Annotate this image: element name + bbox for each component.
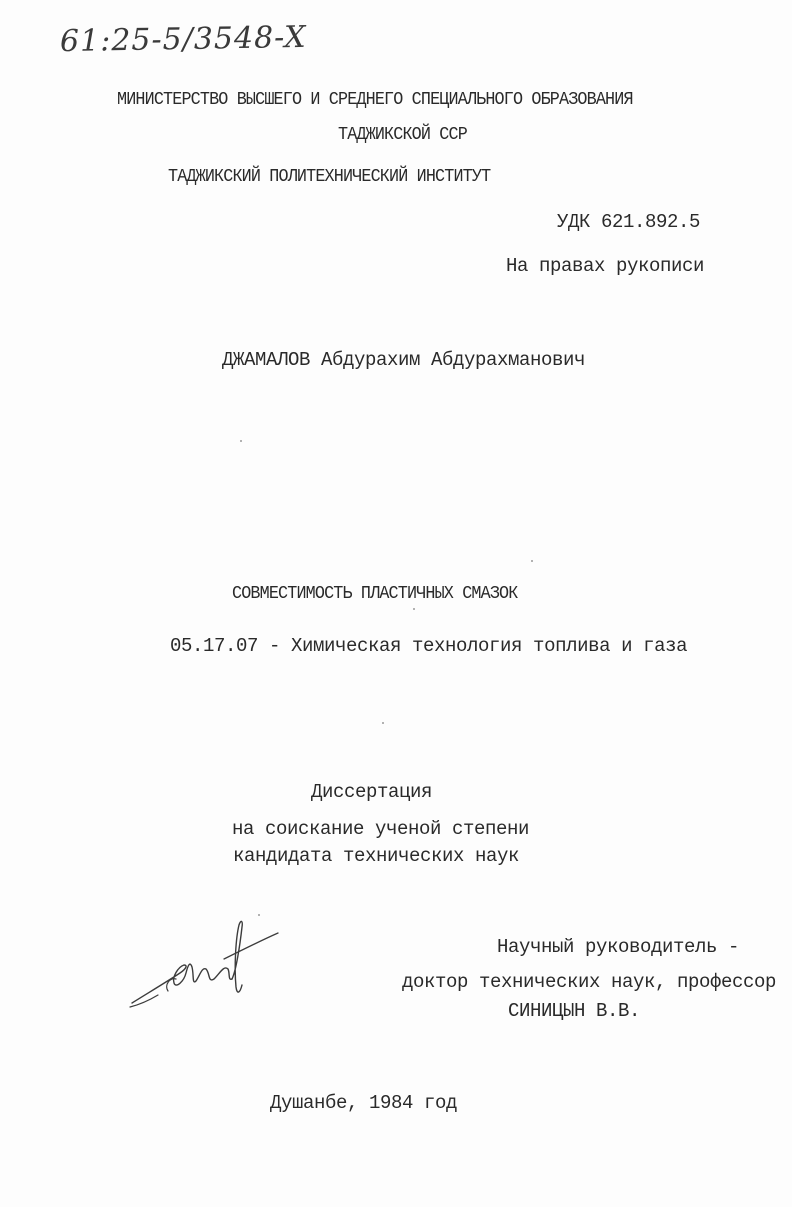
manuscript-rights-note: На правах рукописи <box>506 255 705 277</box>
supervisor-label: Научный руководитель - <box>497 936 740 958</box>
author-signature <box>128 915 288 1015</box>
republic-heading: ТАДЖИКСКОЙ ССР <box>338 125 467 145</box>
scan-speck <box>382 722 384 724</box>
archive-code-handwritten: 61:25-5/3548-X <box>59 19 307 60</box>
udc-code: УДК 621.892.5 <box>557 211 701 233</box>
scan-speck <box>240 440 242 442</box>
supervisor-name: СИНИЦЫН В.В. <box>508 1000 641 1022</box>
scan-speck <box>413 608 415 610</box>
supervisor-credentials: доктор технических наук, профессор <box>402 971 777 993</box>
institute-heading: ТАДЖИКСКИЙ ПОЛИТЕХНИЧЕСКИЙ ИНСТИТУТ <box>168 167 491 187</box>
degree-purpose: на соискание ученой степени <box>232 818 530 840</box>
place-and-year: Душанбе, 1984 год <box>270 1092 458 1114</box>
specialty-code: 05.17.07 - Химическая технология топлива и газа <box>170 635 688 657</box>
dissertation-label: Диссертация <box>311 781 433 803</box>
degree-name: кандидата технических наук <box>233 845 520 867</box>
author-name: ДЖАМАЛОВ Абдурахим Абдурахманович <box>222 349 586 371</box>
scan-speck <box>258 914 260 916</box>
scan-speck <box>531 560 533 562</box>
dissertation-title: СОВМЕСТИМОСТЬ ПЛАСТИЧНЫХ СМАЗОК <box>232 584 518 604</box>
ministry-heading: МИНИСТЕРСТВО ВЫСШЕГО И СРЕДНЕГО СПЕЦИАЛЬНОГО ОБРАЗОВАНИЯ <box>117 90 633 110</box>
